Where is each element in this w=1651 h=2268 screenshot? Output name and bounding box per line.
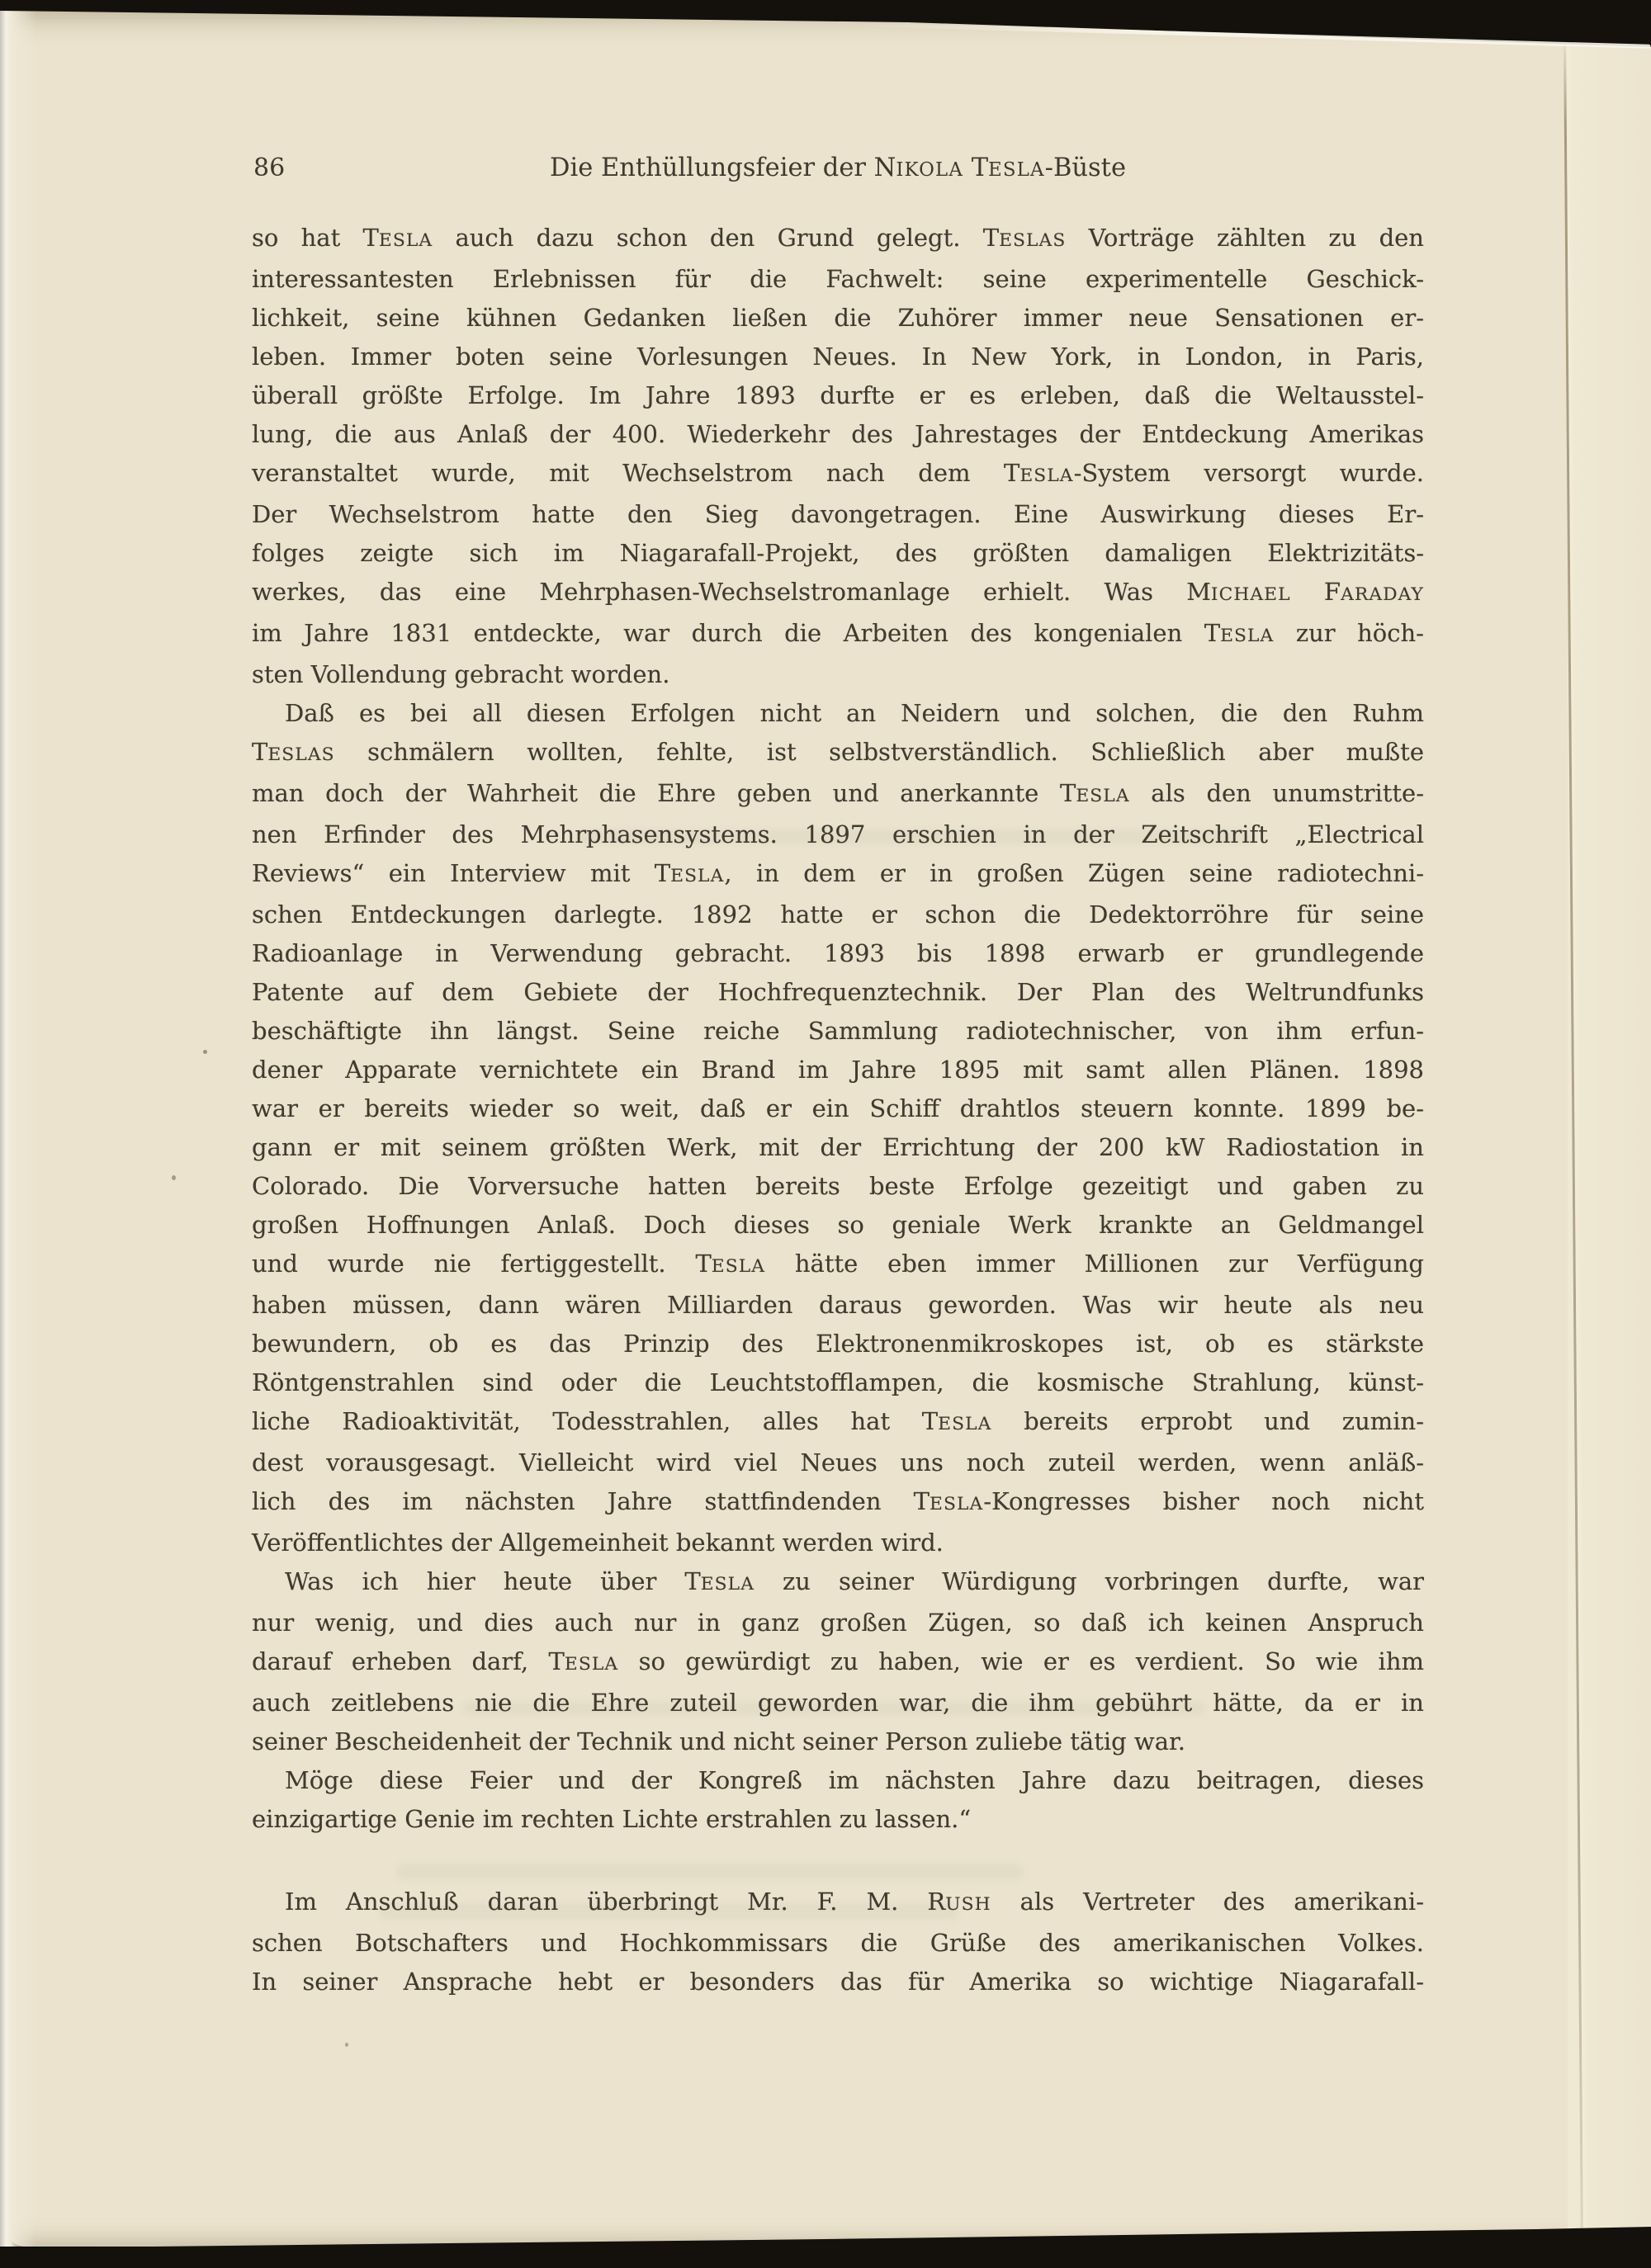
running-header-title: Die Enthüllungsfeier der NIKOLA TESLA-Büste bbox=[550, 154, 1126, 182]
page-left-edge bbox=[0, 7, 36, 2247]
body-line: sten Vollendung gebracht worden. bbox=[252, 660, 670, 688]
body-line: Radioanlage in Verwendung gebracht. 1893 bis 1898 erwarb er grundlegende bbox=[252, 939, 1424, 967]
body-line: dener Apparate vernichtete ein Brand im Jahre 1895 mit samt allen Plänen. 1898 bbox=[252, 1056, 1424, 1084]
body-line: so hat TESLA auch dazu schon den Grund gelegt. TESLAS Vorträge zählten zu den bbox=[252, 224, 1424, 252]
body-line: Im Anschluß daran überbringt Mr. F. M. RUSH als Vertreter des amerikani- bbox=[285, 1888, 1424, 1916]
body-line: Patente auf dem Gebiete der Hochfrequenztechnik. Der Plan des Weltrundfunks bbox=[252, 978, 1424, 1006]
body-line: schen Botschafters und Hochkommissars die Grüße des amerikanischen Volkes. bbox=[252, 1929, 1424, 1957]
body-line: nur wenig, und dies auch nur in ganz großen Zügen, so daß ich keinen Anspruch bbox=[252, 1609, 1424, 1637]
body-line: leben. Immer boten seine Vorlesungen Neues. In New York, in London, in Paris, bbox=[252, 343, 1424, 371]
body-line: im Jahre 1831 entdeckte, war durch die Arbeiten des kongenialen TESLA zur höch- bbox=[252, 619, 1424, 647]
scan-speck bbox=[203, 1050, 207, 1054]
body-line: werkes, das eine Mehrphasen-Wechselstromanlage erhielt. Was MICHAEL FARADAY bbox=[252, 578, 1425, 606]
body-line: TESLAS schmälern wollten, fehlte, ist selbstverständlich. Schließlich aber mußte bbox=[252, 738, 1424, 766]
body-line: schen Entdeckungen darlegte. 1892 hatte er schon die Dedektorröhre für seine bbox=[252, 900, 1424, 928]
body-line: lich des im nächsten Jahre stattfindenden TESLA-Kongresses bisher noch nicht bbox=[252, 1487, 1424, 1515]
body-line: Möge diese Feier und der Kongreß im nächsten Jahre dazu beitragen, dieses bbox=[285, 1766, 1424, 1794]
body-line: In seiner Ansprache hebt er besonders das für Amerika so wichtige Niagarafall- bbox=[252, 1968, 1424, 1996]
body-line: seiner Bescheidenheit der Technik und nicht seiner Person zuliebe tätig war. bbox=[252, 1727, 1185, 1755]
paragraph bbox=[252, 1761, 1424, 1839]
body-line: bewundern, ob es das Prinzip des Elektronenmikroskopes ist, ob es stärkste bbox=[252, 1330, 1424, 1358]
body-line: liche Radioaktivität, Todesstrahlen, alles hat TESLA bereits erprobt und zumin- bbox=[252, 1407, 1424, 1435]
body-line: darauf erheben darf, TESLA so gewürdigt zu haben, wie er es verdient. So wie ihm bbox=[252, 1647, 1424, 1675]
body-line: lung, die aus Anlaß der 400. Wiederkehr des Jahrestages der Entdeckung Amerikas bbox=[252, 420, 1424, 448]
body-line: gann er mit seinem größten Werk, mit der Errichtung der 200 kW Radiostation in bbox=[252, 1133, 1424, 1161]
text-block bbox=[252, 219, 1424, 2001]
body-line: großen Hoffnungen Anlaß. Doch dieses so geniale Werk krankte an Geldmangel bbox=[252, 1211, 1424, 1239]
paragraph bbox=[252, 694, 1424, 1562]
body-line: war er bereits wieder so weit, daß er ein Schiff drahtlos steuern konnte. 1899 be- bbox=[252, 1094, 1424, 1122]
body-line: Veröffentlichtes der Allgemeinheit bekannt werden wird. bbox=[252, 1529, 944, 1557]
paragraph bbox=[252, 219, 1424, 694]
running-header bbox=[252, 154, 1424, 182]
body-line: lichkeit, seine kühnen Gedanken ließen die Zuhörer immer neue Sensationen er- bbox=[252, 304, 1424, 332]
page-number: 86 bbox=[253, 154, 286, 182]
body-line: haben müssen, dann wären Milliarden daraus geworden. Was wir heute als neu bbox=[252, 1291, 1424, 1319]
body-line: man doch der Wahrheit die Ehre geben und anerkannte TESLA als den unumstritte- bbox=[252, 779, 1425, 807]
body-line: Reviews“ ein Interview mit TESLA, in dem er in großen Zügen seine radiotechni- bbox=[252, 859, 1425, 887]
scan-speck bbox=[345, 2043, 348, 2047]
body-line: folges zeigte sich im Niagarafall-Projekt, des größten damaligen Elektrizitäts- bbox=[252, 539, 1424, 567]
body-line: veranstaltet wurde, mit Wechselstrom nach dem TESLA-System versorgt wurde. bbox=[252, 459, 1424, 487]
body-line: beschäftigte ihn längst. Seine reiche Sammlung radiotechnischer, von ihm erfun- bbox=[252, 1017, 1424, 1045]
paragraph bbox=[252, 1883, 1424, 2001]
body-line: Colorado. Die Vorversuche hatten bereits beste Erfolge gezeitigt und gaben zu bbox=[252, 1172, 1424, 1200]
body-line: überall größte Erfolge. Im Jahre 1893 durfte er es erleben, daß die Weltausstel- bbox=[252, 381, 1424, 409]
paragraph bbox=[252, 1562, 1424, 1761]
body-line: Röntgenstrahlen sind oder die Leuchtstofflampen, die kosmische Strahlung, künst- bbox=[252, 1368, 1424, 1396]
body-line: nen Erfinder des Mehrphasensystems. 1897 erschien in der Zeitschrift „Electrical bbox=[252, 820, 1424, 848]
body-line: auch zeitlebens nie die Ehre zuteil geworden war, die ihm gebührt hätte, da er in bbox=[252, 1689, 1424, 1717]
body-line: dest vorausgesagt. Vielleicht wird viel Neues uns noch zuteil werden, wenn anläß- bbox=[252, 1448, 1424, 1477]
body-line: und wurde nie fertiggestellt. TESLA hätte eben immer Millionen zur Verfügung bbox=[252, 1250, 1424, 1278]
body-line: Daß es bei all diesen Erfolgen nicht an Neidern und solchen, die den Ruhm bbox=[285, 699, 1424, 727]
body-line: Der Wechselstrom hatte den Sieg davongetragen. Eine Auswirkung dieses Er- bbox=[252, 500, 1424, 528]
body-line: Was ich hier heute über TESLA zu seiner Würdigung vorbringen durfte, war bbox=[285, 1567, 1424, 1595]
scan-speck bbox=[172, 1175, 176, 1180]
body-line: einzigartige Genie im rechten Lichte erstrahlen zu lassen.“ bbox=[252, 1805, 972, 1833]
body-line: interessantesten Erlebnissen für die Fachwelt: seine experimentelle Geschick- bbox=[252, 265, 1424, 293]
